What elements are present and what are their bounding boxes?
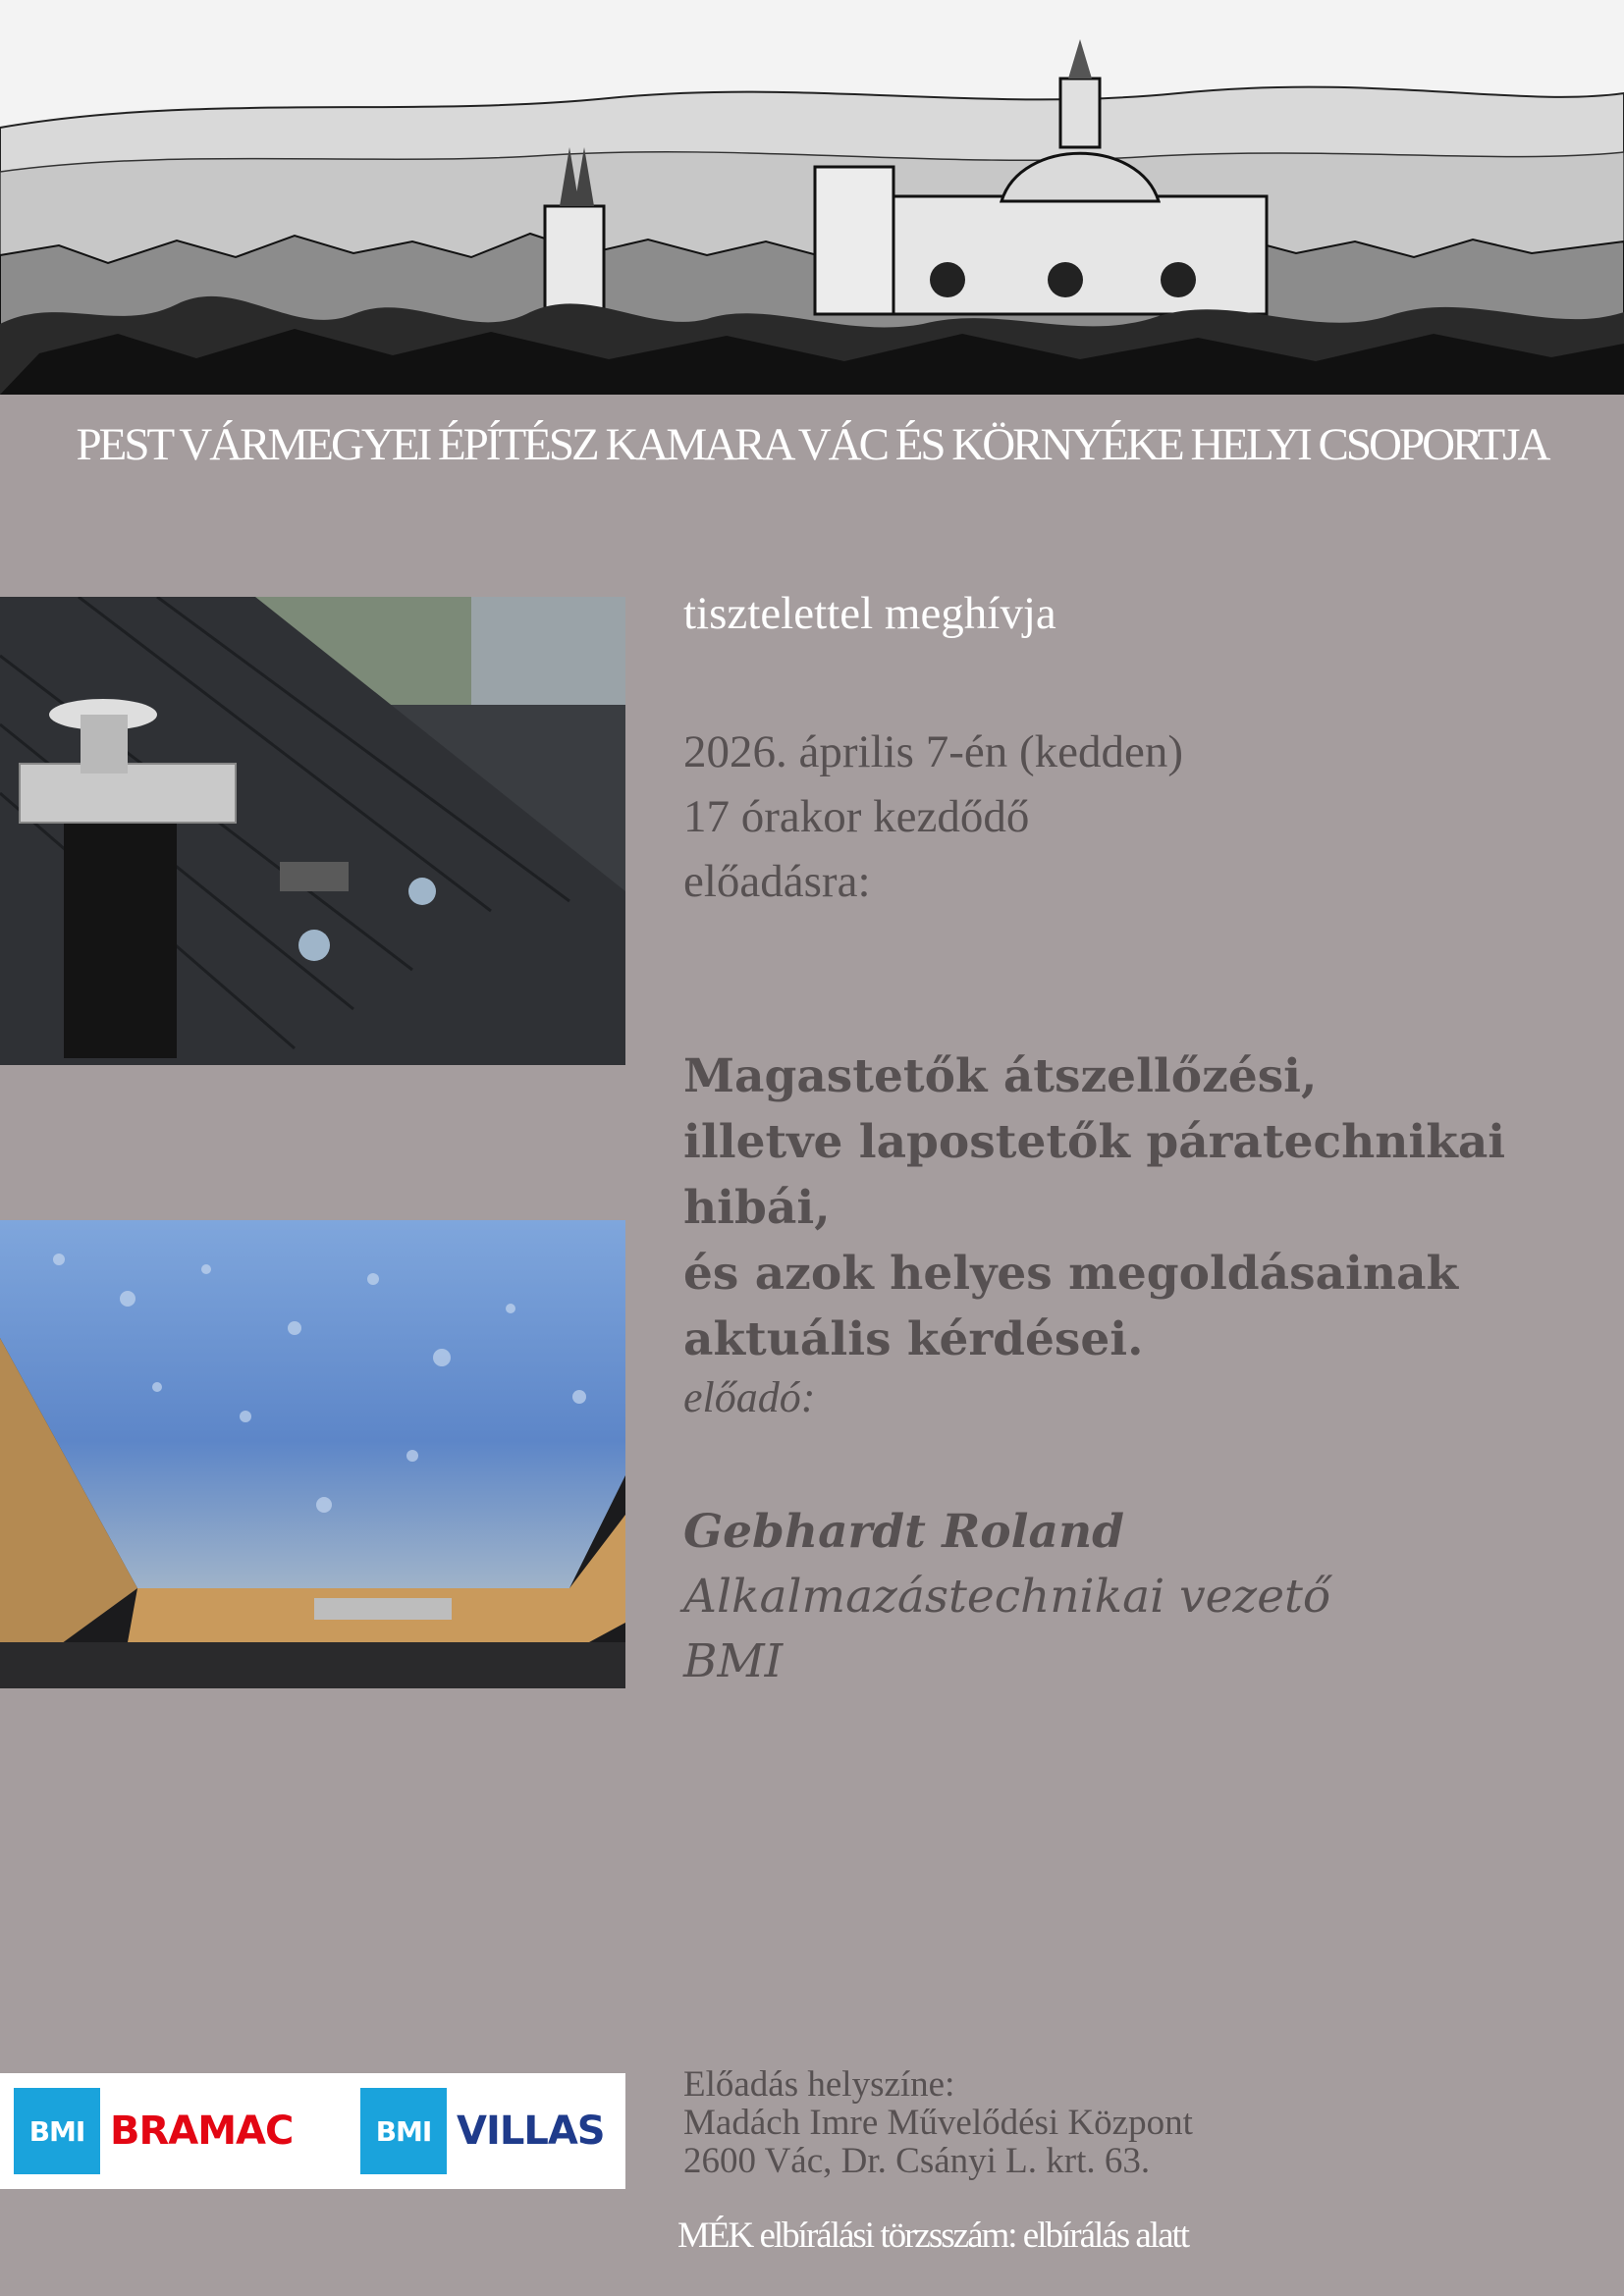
presenter-info <box>683 1500 1330 1694</box>
lecture-topic <box>683 1043 1624 1372</box>
topic-line: Magastetők átszellőzési, <box>683 1049 1318 1103</box>
event-date: 2026. április 7-én (kedden) <box>683 726 1184 777</box>
presenter-title: Alkalmazástechnikai vezető <box>683 1570 1331 1624</box>
topic-line: és azok helyes megoldásainak <box>683 1247 1459 1301</box>
topic-line: illetve lapostetők páratechnikai hibái, <box>683 1115 1506 1235</box>
presenter-company: BMI <box>683 1634 784 1688</box>
bmi-bramac-logo <box>14 2087 293 2175</box>
sponsor-logos <box>0 2073 625 2189</box>
roof-window-condensation-photo <box>0 1220 625 1688</box>
presenter-name: Gebhardt Roland <box>683 1505 1124 1559</box>
bramac-wordmark: BRAMAC <box>110 2109 294 2154</box>
event-type: előadásra: <box>683 856 871 907</box>
event-date-time <box>683 720 1183 914</box>
roof-photo <box>0 597 625 1065</box>
bmi-badge: BMI <box>360 2088 447 2174</box>
presenter-label: előadó: <box>683 1373 816 1421</box>
town-skyline-illustration <box>0 0 1624 395</box>
bmi-badge: BMI <box>14 2088 100 2174</box>
venue-address: 2600 Vác, Dr. Csányi L. krt. 63. <box>683 2141 1151 2181</box>
bmi-villas-logo <box>360 2087 605 2175</box>
topic-line: aktuális kérdései. <box>683 1312 1144 1366</box>
event-time: 17 órakor kezdődő <box>683 791 1030 842</box>
venue-info <box>683 2065 1193 2180</box>
venue-name: Madách Imre Művelődési Központ <box>683 2103 1193 2143</box>
venue-label: Előadás helyszíne: <box>683 2064 955 2105</box>
villas-wordmark: VILLAS <box>457 2109 605 2154</box>
accreditation-number: MÉK elbírálási törzsszám: elbírálás alatt <box>677 2216 1189 2256</box>
invitation-intro: tisztelettel meghívja <box>683 588 1056 639</box>
organization-title: PEST VÁRMEGYEI ÉPÍTÉSZ KAMARA VÁC ÉS KÖRNYÉKE HELYI CSOPORTJA <box>76 419 1548 470</box>
